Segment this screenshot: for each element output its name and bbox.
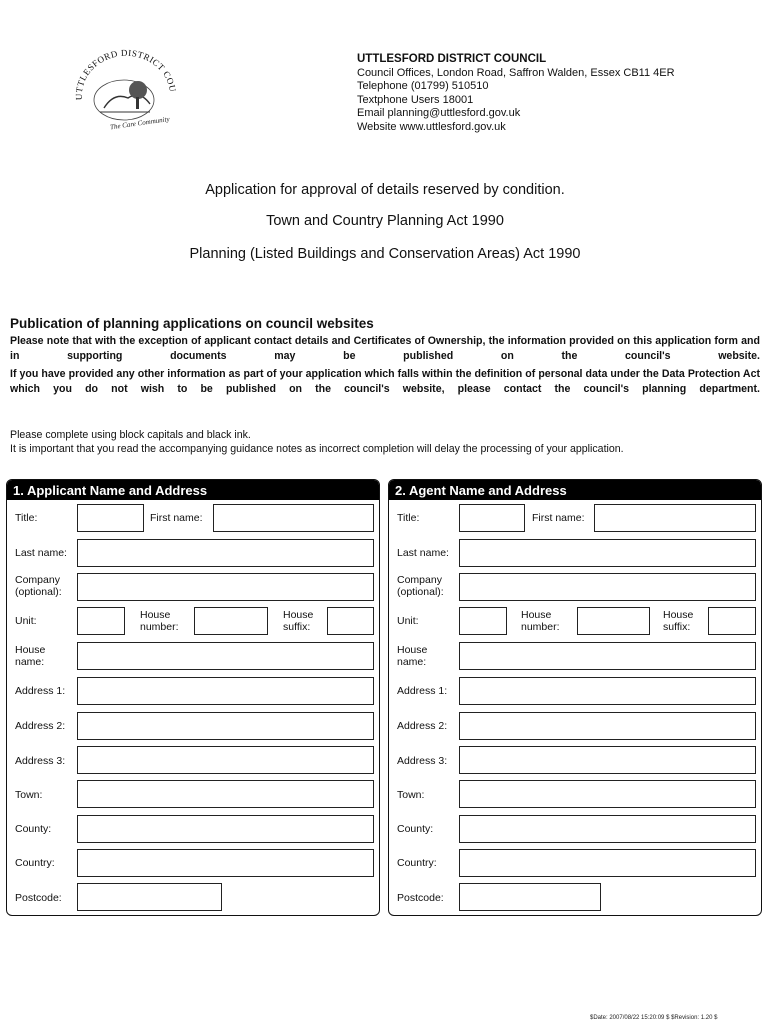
title-label: Title: — [15, 512, 38, 524]
agent-title-input[interactable] — [459, 504, 525, 532]
applicant-address-1-input[interactable] — [77, 677, 374, 705]
publication-paragraph-1: Please note that with the exception of applicant contact details and Certificates of Ownership, the information provided on this application form and in supporting documents may be published on the council's website. — [10, 335, 760, 362]
house-name-label — [397, 644, 427, 668]
house-suffix-label-line1: House — [283, 609, 314, 621]
postcode-label: Postcode: — [397, 892, 444, 904]
council-email: Email planning@uttlesford.gov.uk — [357, 107, 521, 119]
last-name-label: Last name: — [15, 547, 67, 559]
applicant-house-name-input[interactable] — [77, 642, 374, 670]
postcode-label: Postcode: — [15, 892, 62, 904]
agent-section-title: 2. Agent Name and Address — [389, 480, 761, 500]
agent-address-2-input[interactable] — [459, 712, 756, 740]
house-number-label-line1: House — [521, 609, 552, 621]
applicant-company-input[interactable] — [77, 573, 374, 601]
applicant-country-input[interactable] — [77, 849, 374, 877]
council-website: Website www.uttlesford.gov.uk — [357, 120, 506, 133]
agent-company-input[interactable] — [459, 573, 756, 601]
town-label: Town: — [397, 789, 425, 801]
applicant-house-suffix-input[interactable] — [327, 607, 374, 635]
house-suffix-label-line2: suffix: — [283, 621, 311, 633]
council-logo — [60, 42, 192, 138]
house-suffix-label-line1: House — [663, 609, 694, 621]
house-suffix-label — [663, 609, 693, 633]
council-address: Council Offices, London Road, Saffron Walden, Essex CB11 4ER — [357, 66, 675, 79]
applicant-last-name-input[interactable] — [77, 539, 374, 567]
council-telephone: Telephone (01799) 510510 — [357, 80, 489, 92]
agent-first-name-input[interactable] — [594, 504, 756, 532]
company-label-line1: Company — [397, 574, 442, 586]
unit-label: Unit: — [397, 615, 419, 627]
instruction-block-capitals: Please complete using block capitals and black ink. — [10, 429, 251, 441]
company-label-line1: Company — [15, 574, 60, 586]
company-label — [397, 574, 444, 598]
address-1-label: Address 1: — [397, 685, 448, 697]
agent-country-input[interactable] — [459, 849, 756, 877]
agent-town-input[interactable] — [459, 780, 756, 808]
agent-postcode-input[interactable] — [459, 883, 601, 911]
address-1-label: Address 1: — [15, 685, 66, 697]
house-suffix-label-line2: suffix: — [663, 621, 691, 633]
first-name-label: First name: — [150, 512, 203, 524]
svg-text:UTTLESFORD DISTRICT COUNCIL: UTTLESFORD DISTRICT COU — [73, 47, 179, 101]
company-label — [15, 574, 62, 598]
act-heading-2: Planning (Listed Buildings and Conservation Areas) Act 1990 — [189, 246, 581, 262]
council-address-block — [357, 53, 675, 134]
house-name-label-line2: name: — [397, 656, 427, 668]
county-label: County: — [15, 823, 52, 835]
agent-section — [388, 479, 762, 916]
agent-address-1-input[interactable] — [459, 677, 756, 705]
agent-house-suffix-input[interactable] — [708, 607, 756, 635]
act-heading-1: Town and Country Planning Act 1990 — [266, 213, 504, 229]
applicant-title-input[interactable] — [77, 504, 144, 532]
first-name-label: First name: — [532, 512, 585, 524]
house-name-label-line2: name: — [15, 656, 45, 668]
address-2-label: Address 2: — [397, 720, 448, 732]
applicant-section — [6, 479, 380, 916]
house-number-label — [521, 609, 560, 633]
applicant-postcode-input[interactable] — [77, 883, 222, 911]
house-name-label-line1: House — [397, 644, 428, 656]
company-label-line2: (optional): — [397, 586, 444, 598]
house-number-label — [140, 609, 179, 633]
country-label: Country: — [15, 857, 55, 869]
agent-address-3-input[interactable] — [459, 746, 756, 774]
publication-paragraph-2: If you have provided any other information as part of your application which falls within the definition of personal data under the Data Protection Act which you do not wish to be published on the council's website, please contact the council's planning department. — [10, 368, 760, 395]
agent-county-input[interactable] — [459, 815, 756, 843]
applicant-address-2-input[interactable] — [77, 712, 374, 740]
house-name-label — [15, 644, 45, 668]
applicant-first-name-input[interactable] — [213, 504, 374, 532]
applicant-unit-input[interactable] — [77, 607, 125, 635]
house-number-label-line2: number: — [140, 621, 179, 633]
address-3-label: Address 3: — [15, 755, 66, 767]
last-name-label: Last name: — [397, 547, 449, 559]
agent-house-number-input[interactable] — [577, 607, 650, 635]
agent-unit-input[interactable] — [459, 607, 507, 635]
house-suffix-label — [283, 609, 313, 633]
form-title: Application for approval of details reserved by condition. — [205, 182, 565, 198]
house-number-label-line1: House — [140, 609, 171, 621]
unit-label: Unit: — [15, 615, 37, 627]
address-3-label: Address 3: — [397, 755, 448, 767]
company-label-line2: (optional): — [15, 586, 62, 598]
applicant-section-title: 1. Applicant Name and Address — [7, 480, 379, 500]
publication-title: Publication of planning applications on council websites — [10, 316, 374, 331]
address-2-label: Address 2: — [15, 720, 66, 732]
applicant-address-3-input[interactable] — [77, 746, 374, 774]
applicant-house-number-input[interactable] — [194, 607, 268, 635]
council-name: UTTLESFORD DISTRICT COUNCIL — [357, 53, 547, 65]
house-number-label-line2: number: — [521, 621, 560, 633]
agent-house-name-input[interactable] — [459, 642, 756, 670]
title-label: Title: — [397, 512, 420, 524]
agent-last-name-input[interactable] — [459, 539, 756, 567]
applicant-county-input[interactable] — [77, 815, 374, 843]
svg-text:The Care Community: The Care Community — [109, 115, 171, 132]
applicant-town-input[interactable] — [77, 780, 374, 808]
council-textphone: Textphone Users 18001 — [357, 93, 474, 106]
revision-footer: $Date: 2007/08/22 15:20:09 $ $Revision: 1.20 $ — [590, 1015, 718, 1021]
county-label: County: — [397, 823, 434, 835]
town-label: Town: — [15, 789, 43, 801]
country-label: Country: — [397, 857, 437, 869]
house-name-label-line1: House — [15, 644, 46, 656]
instruction-guidance-notes: It is important that you read the accompanying guidance notes as incorrect completion will delay the processing of your application. — [10, 443, 624, 455]
